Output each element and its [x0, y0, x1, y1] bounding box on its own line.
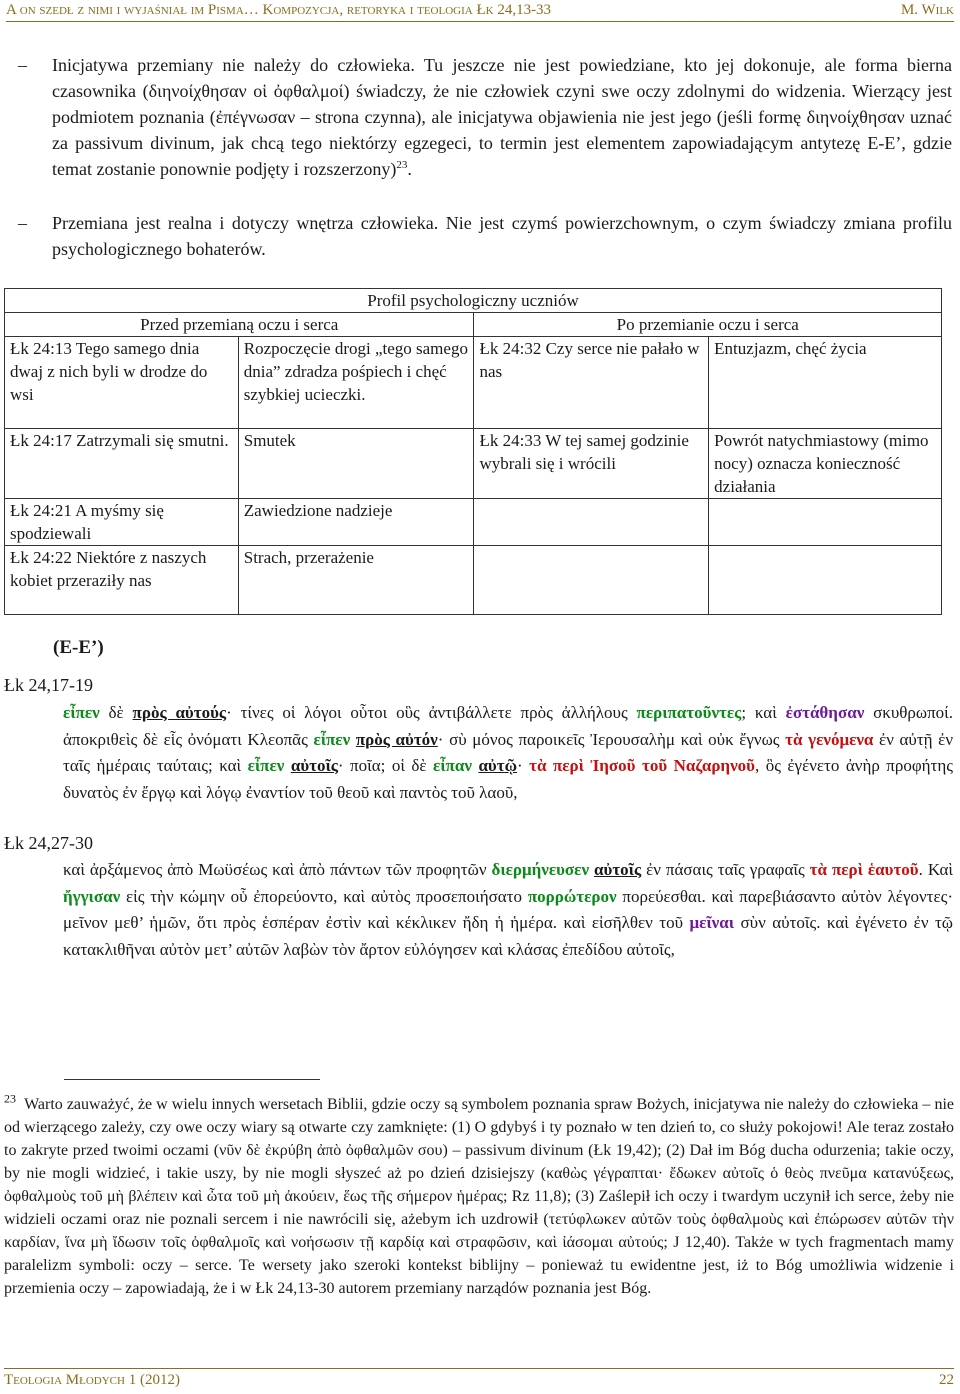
- bullet-text: Przemiana jest realna i dotyczy wnętrza człowieka. Nie jest czymś powierzchownym, o czym świadczy zmiana profilu psychologicznego bohaterów.: [52, 213, 952, 259]
- verse-reference: Łk 24,27-30: [4, 833, 93, 853]
- page-number: 22: [939, 1372, 954, 1388]
- verse-reference: Łk 24,17-19: [4, 675, 93, 695]
- running-header: [6, 2, 954, 20]
- header-title: A on szedł z nimi i wyjaśniał im Pisma… Kompozycja, retoryka i teologia Łk 24,13-33: [6, 2, 552, 18]
- bullet-dash: –: [18, 55, 27, 75]
- journal-name: Teologia Młodych 1 (2012): [4, 1372, 180, 1388]
- psychological-profile-table: [4, 288, 942, 615]
- footnote-separator: [64, 1079, 320, 1080]
- greek-passage-1: εἶπεν δὲ πρὸς αὐτούς· τίνες οἱ λόγοι οὗτοι οὓς ἀντιβάλλετε πρὸς ἀλλήλους περιπατοῦντες; καὶ ἐστάθησαν σκυθρωποί. ἀποκριθεὶς δὲ εἷς ὀνόματι Κλεοπᾶς εἶπεν πρὸς αὐτόν· σὺ μόνος παροικεῖς Ἰερουσαλὴμ καὶ οὐκ ἔγνως τὰ γενόμενα ἐν αὐτῇ ἐν ταῖς ἡμέραις ταύταις; καὶ εἶπεν αὐτοῖς· ποῖα; οἱ δὲ εἶπαν αὐτῷ· τὰ περὶ Ἰησοῦ τοῦ Ναζαρηνοῦ, ὃς ἐγένετο ἀνὴρ προφήτης δυνατὸς ἐν ἔργῳ καὶ λόγῳ ἐναντίον τοῦ θεοῦ καὶ παντὸς τοῦ λαοῦ,: [63, 703, 954, 802]
- table-row: Łk 24:13 Tego samego dnia dwaj z nich byli w drodze do wsi Rozpoczęcie drogi „tego samego dnia” zdradza pośpiech i chęć szybkiej ucieczki. Łk 24:32 Czy serce nie pałało w nas Entuzjazm, chęć życia: [5, 337, 942, 429]
- bullet-dash: –: [18, 213, 27, 233]
- table-header-before: Przed przemianą oczu i serca: [5, 313, 474, 337]
- header-rule: [6, 21, 954, 22]
- bullet-item-1: [18, 52, 952, 182]
- greek-passage-2: καὶ ἀρξάμενος ἀπὸ Μωϋσέως καὶ ἀπὸ πάντων τῶν προφητῶν διερμήνευσεν αὐτοῖς ἐν πάσαις ταῖς γραφαῖς τὰ περὶ ἑαυτοῦ. Καὶ ἤγγισαν εἰς τὴν κώμην οὗ ἐπορεύοντο, καὶ αὐτὸς προσεποιήσατο πορρώτερον πορεύεσθαι. καὶ παρεβιάσαντο αὐτὸν λέγοντες· μεῖνον μεθ’ ἡμῶν, ὅτι πρὸς ἑσπέραν ἐστὶν καὶ κέκλικεν ἤδη ἡ ἡμέρα. καὶ εἰσῆλθεν τοῦ μεῖναι σὺν αὐτοῖς. καὶ ἐγένετο ἐν τῷ κατακλιθῆναι αὐτὸν μετ’ αὐτῶν λαβὼν τὸν ἄρτον εὐλόγησεν καὶ κλάσας ἐπεδίδου αὐτοῖς,: [63, 860, 954, 959]
- running-footer: [4, 1372, 954, 1389]
- table-row: Łk 24:22 Niektóre z naszych kobiet przeraziły nas Strach, przerażenie: [5, 546, 942, 615]
- section-label: (E-E’): [53, 637, 104, 658]
- bullet-item-2: [18, 210, 952, 262]
- footer-rule: [4, 1368, 954, 1369]
- footnote-ref[interactable]: 23: [396, 159, 408, 171]
- table-row: Łk 24:17 Zatrzymali się smutni. Smutek Łk 24:33 W tej samej godzinie wybrali się i wrócili Powrót natychmiastowy (mimo nocy) oznacza konieczność działania: [5, 429, 942, 499]
- footnote-number: 23: [4, 1091, 16, 1106]
- bullet-text: Inicjatywa przemiany nie należy do człowieka. Tu jeszcze nie jest powiedziane, kto jej dokonuje, ale forma bierna czasownika (διηνοίχθησαν οἱ ὀφθαλμοί) świadczy, że nie człowiek czyni swe oczy zdolnymi do widzenia. Wierzący jest podmiotem poznania (ἐπέγνωσαν – strona czynna), ale inicjatywa objawienia nie jest jego (jeśli formę διηνοίχθησαν uznać za passivum divinum, jak chcą tego niektórzy egzegeci, to termin jest elementem zapowiadającym antytezę E-E’, gdzie temat zostanie ponownie podjęty i rozszerzony)$^{23}$.: [52, 55, 952, 179]
- footnote: [4, 1093, 954, 1300]
- table-header-after: Po przemianie oczu i serca: [474, 313, 942, 337]
- table-title: Profil psychologiczny uczniów: [5, 289, 942, 313]
- footnote-text: Warto zauważyć, że w wielu innych wersetach Biblii, gdzie oczy są symbolem poznania spraw Bożych, inicjatywa nie należy do człowieka – nie od wierzącego zależy, czy owe oczy wiary są otwarte czy zamknięte: (1) O gdybyś i ty poznało w ten dzień to, co służy pokojowi! Ale teraz zostało to zakryte przed twoimi oczami (νῦν δὲ ἐκρύβη ἀπὸ ὀφθαλμῶν σου) – passivum divinum (Łk 19,42); (2) Dał im Bóg ducha odurzenia; takie oczy, by nie mogli widzieć, i takie uszy, by nie mogli słyszeć aż po dzień dzisiejszy (καθὼς γέγραπται· ἔδωκεν αὐτοῖς ὁ θεὸς πνεῦμα κατανύξεως, ὀφθαλμοὺς τοῦ μὴ βλέπειν καὶ ὦτα τοῦ μὴ ἀκούειν, ἕως τῆς σήμερον ἡμέρας; Rz 11,8); (3) Zaślepił ich oczy i twardym uczynił ich serce, żeby nie widzieli oczami oraz nie poznali sercem i nie nawrócili się, ażebym ich uzdrowił (τετύφλωκεν αὐτῶν τοὺς ὀφθαλμοὺς καὶ ἐπώρωσεν αὐτῶν τὴν καρδίαν, ἵνα μὴ ἴδωσιν τοῖς ὀφθαλμοῖς καὶ νοήσωσιν τῇ καρδίᾳ καὶ στραφῶσιν, καὶ ἰάσομαι αὐτούς; J 12,40). Także w tych fragmentach mamy paralelizm symboli: oczy – serce. Te wersety jako szeroki kontekst biblijny – ponieważ tu ewidentne jest, iż to Bóg umożliwia widzenie i przemienia oczy – zapowiadają, że i w Łk 24,13-30 autorem przemiany narządów poznania jest Bóg.: [4, 1096, 955, 1297]
- header-author: M. Wilk: [900, 2, 954, 18]
- table-row: Łk 24:21 A myśmy się spodziewali Zawiedzione nadzieje: [5, 499, 942, 546]
